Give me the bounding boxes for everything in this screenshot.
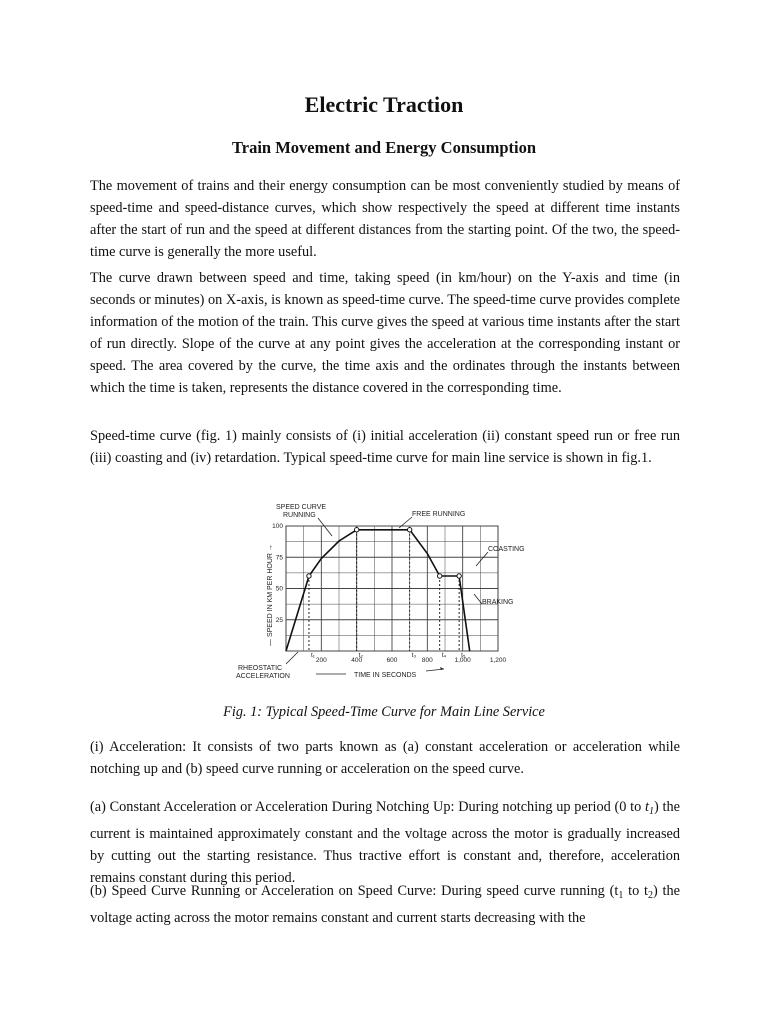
phase-point bbox=[438, 574, 442, 578]
leader-braking bbox=[474, 594, 482, 604]
section-subtitle: Train Movement and Energy Consumption bbox=[231, 138, 537, 157]
phase-point bbox=[407, 528, 411, 532]
speed-time-chart bbox=[236, 498, 536, 688]
paragraph-constant-acceleration: (a) Constant Acceleration or Acceleration During Notching Up: During notching up period (0 to $t_1$) the current is maintained approximately constant and the voltage across the motor is gradually increased by cutting out the starting resistance. Thus tractive effort is constant and, therefore, acceleration remains constant during this period. bbox=[90, 799, 681, 886]
label-braking: BRAKING bbox=[482, 599, 514, 606]
phase-point bbox=[354, 528, 358, 532]
leader-speed-curve bbox=[318, 518, 332, 536]
leader-coasting bbox=[476, 552, 488, 566]
x-tick-label: 800 bbox=[421, 657, 433, 664]
label-coasting: COASTING bbox=[488, 546, 525, 553]
x-axis-label: TIME IN SECONDS bbox=[354, 672, 417, 679]
label-rheostatic-1: RHEOSTATIC bbox=[238, 665, 283, 672]
t-mark-label: t₁ bbox=[310, 652, 315, 659]
speed-time-figure bbox=[236, 498, 536, 688]
paragraph-speed-time-definition: The curve drawn between speed and time, taking speed (in km/hour) on the Y-axis and time (in seconds or minutes) on X-axis, is known as speed-time curve. The speed-time curve provides complete information of the motion of the train. This curve gives the speed at various time instants after the start of run directly. Slope of the curve at any point gives the acceleration at the corresponding instant or speed. The area covered by the curve, the time axis and the ordinates through the instants between which the time is taken, represents the distance covered in the corresponding time. bbox=[90, 270, 680, 396]
speed-time-curve bbox=[286, 530, 470, 651]
leader-rheostatic bbox=[286, 652, 298, 664]
label-rheostatic-2: ACCELERATION bbox=[236, 673, 290, 680]
phase-point bbox=[457, 574, 461, 578]
figure-caption: Fig. 1: Typical Speed-Time Curve for Main Line Service bbox=[223, 704, 545, 720]
label-speed-curve-1: SPEED CURVE bbox=[276, 504, 327, 511]
t-mark-label: t₂ bbox=[358, 652, 364, 659]
x-tick-label: 600 bbox=[386, 657, 398, 664]
y-tick-label: 75 bbox=[275, 554, 283, 562]
x-tick-label: 1,200 bbox=[489, 657, 507, 664]
phase-point bbox=[307, 574, 311, 578]
y-tick-label: 50 bbox=[275, 585, 283, 593]
label-speed-curve-2: RUNNING bbox=[283, 512, 316, 519]
x-tick-label: 400 bbox=[351, 657, 363, 664]
paragraph-speed-curve-running: (b) Speed Curve Running or Acceleration on Speed Curve: During speed curve running ($t_1$ to $t_2$) the voltage acting across the motor remains constant and current starts decreasing with the bbox=[90, 883, 680, 926]
y-tick-label: 100 bbox=[272, 523, 283, 530]
label-free-running: FREE RUNNING bbox=[412, 511, 466, 518]
t-mark-label: t₅ bbox=[461, 652, 466, 659]
tick-labels bbox=[272, 523, 506, 664]
x-tick-label: 1,000 bbox=[454, 657, 471, 664]
paragraph-acceleration: (i) Acceleration: It consists of two parts known as (a) constant acceleration or acceleration while notching up and (b) speed curve running or acceleration on the speed curve. bbox=[90, 739, 680, 777]
chart-grid bbox=[286, 526, 498, 651]
t-mark-label: t₃ bbox=[411, 652, 417, 659]
x-tick-label: 200 bbox=[315, 657, 327, 664]
paragraph-curve-parts: Speed-time curve (fig. 1) mainly consists of (i) initial acceleration (ii) constant speed run or free run (iii) coasting and (iv) retardation. Typical speed-time curve for main line service is shown in fig.1. bbox=[90, 428, 680, 466]
paragraph-intro: The movement of trains and their energy consumption can be most conveniently studied by means of speed-time and speed-distance curves, which show respectively the speed at different time instants after the start of run and the speed at different distances from the starting point. Of the two, the speed-time curve is generally the more useful. bbox=[90, 178, 680, 260]
y-axis-label: — SPEED IN KM PER HOUR → bbox=[267, 544, 274, 646]
y-tick-label: 25 bbox=[275, 616, 283, 624]
t-mark-label: t₄ bbox=[441, 652, 447, 659]
phase-points bbox=[307, 528, 462, 579]
page-title: Electric Traction bbox=[304, 92, 464, 117]
